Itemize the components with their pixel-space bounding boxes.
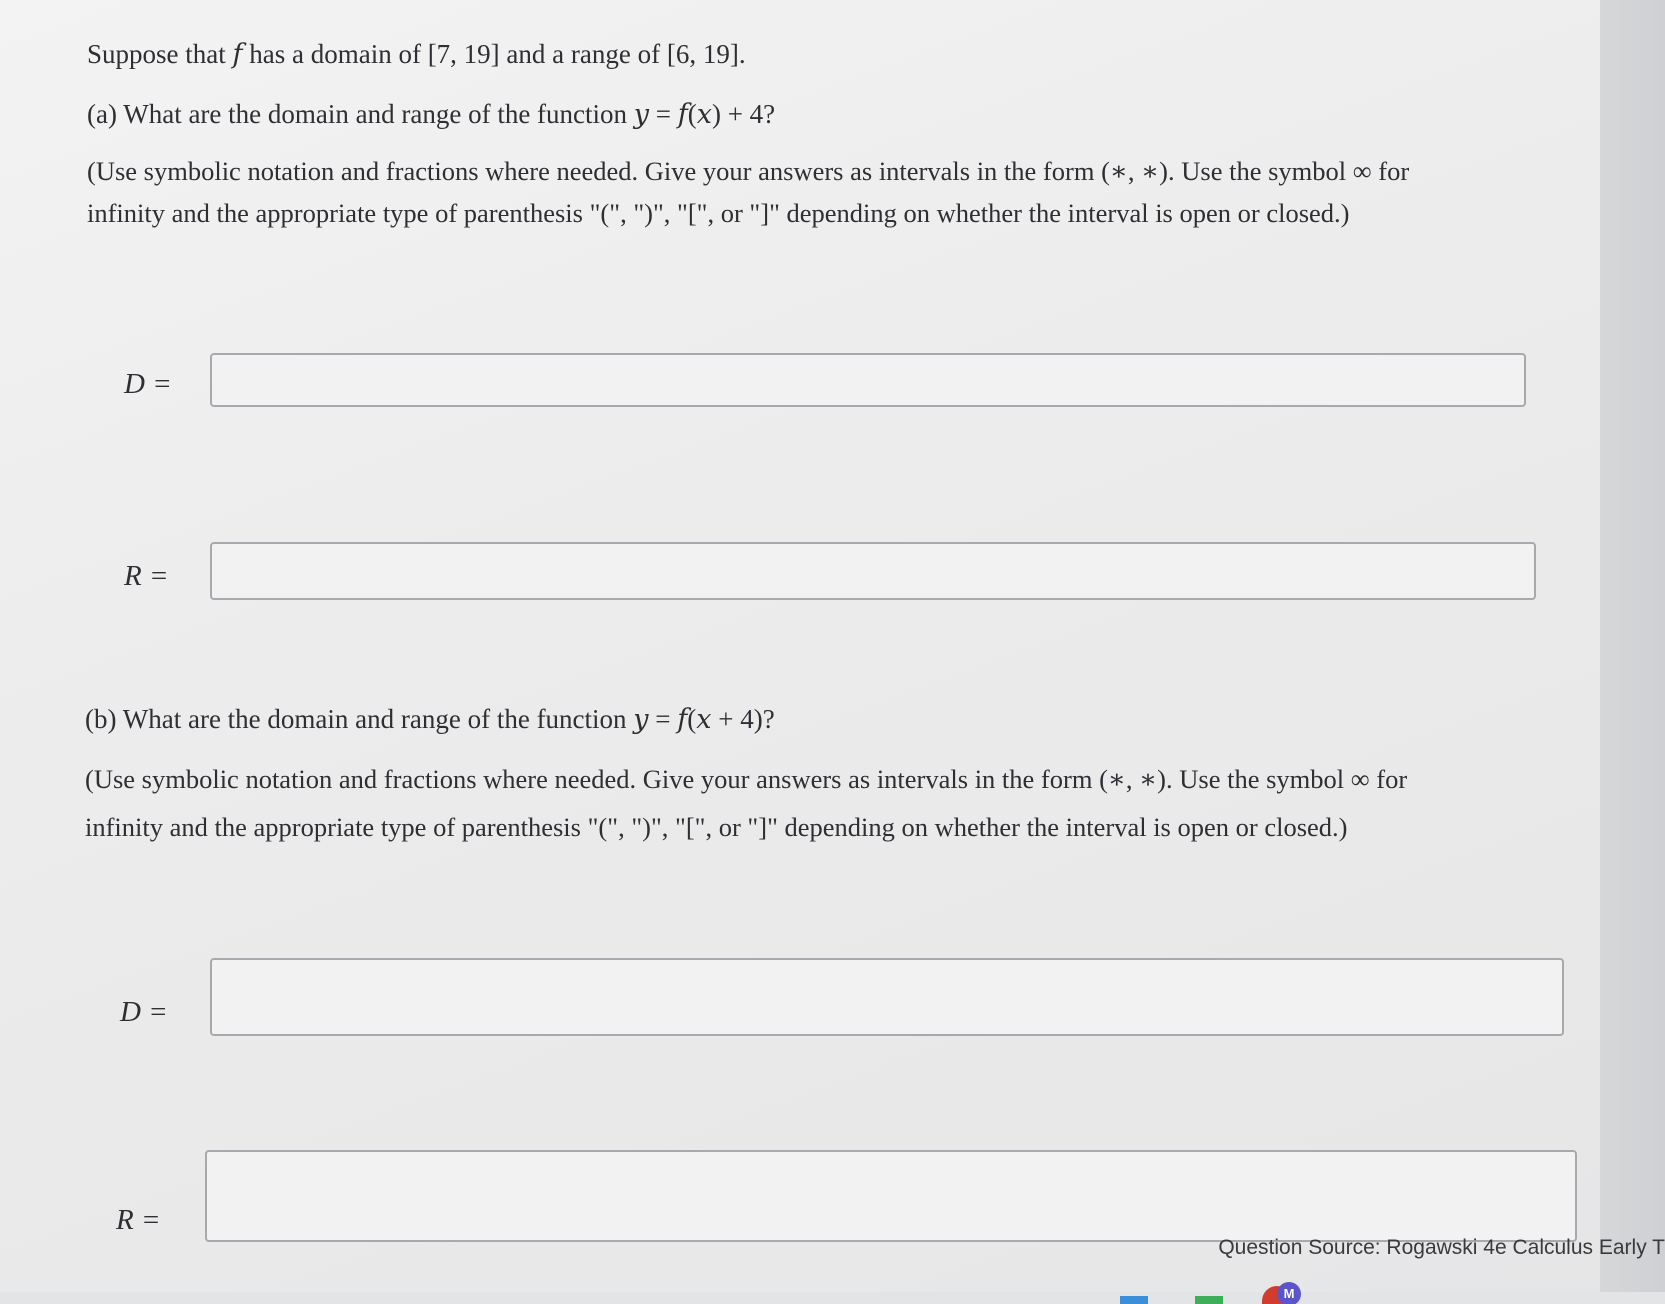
part-b-range-label: R = [116,1204,161,1236]
part-a-prompt: (a) What are the domain and range of the function 𝑦 = 𝑓(𝑥) + 4? [87,99,776,129]
taskbar [0,1292,1665,1304]
question-intro: Suppose that 𝑓 has a domain of [7, 19] and a range of [6, 19]. [87,39,746,69]
part-a-domain-label: D = [124,368,172,400]
part-b-instructions-line2: infinity and the appropriate type of parenthesis "(", ")", "[", or "]" depending on whether the interval is open or closed.) [85,812,1348,842]
part-a-range-input[interactable] [210,542,1536,600]
taskbar-app-green-icon[interactable] [1195,1296,1223,1304]
part-b-range-input[interactable] [205,1150,1577,1242]
part-a-range-label: R = [124,560,169,592]
part-b-domain-label: D = [120,996,168,1028]
window-edge [1600,0,1665,1304]
user-avatar-icon[interactable]: M [1277,1282,1301,1304]
part-b-prompt: (b) What are the domain and range of the function 𝑦 = 𝑓(𝑥 + 4)? [85,704,775,734]
part-a-domain-input[interactable] [210,353,1526,407]
part-a-instructions-line2: infinity and the appropriate type of parenthesis "(", ")", "[", or "]" depending on whether the interval is open or closed.) [87,198,1350,228]
part-b-instructions-line1: (Use symbolic notation and fractions where needed. Give your answers as intervals in the form (∗, ∗). Use the symbol ∞ for [85,764,1408,794]
part-b-domain-input[interactable] [210,958,1564,1036]
question-source: Question Source: Rogawski 4e Calculus Early T [1218,1236,1665,1259]
part-a-instructions-line1: (Use symbolic notation and fractions where needed. Give your answers as intervals in the form (∗, ∗). Use the symbol ∞ for [87,156,1410,186]
taskbar-app-blue-icon[interactable] [1120,1296,1148,1304]
